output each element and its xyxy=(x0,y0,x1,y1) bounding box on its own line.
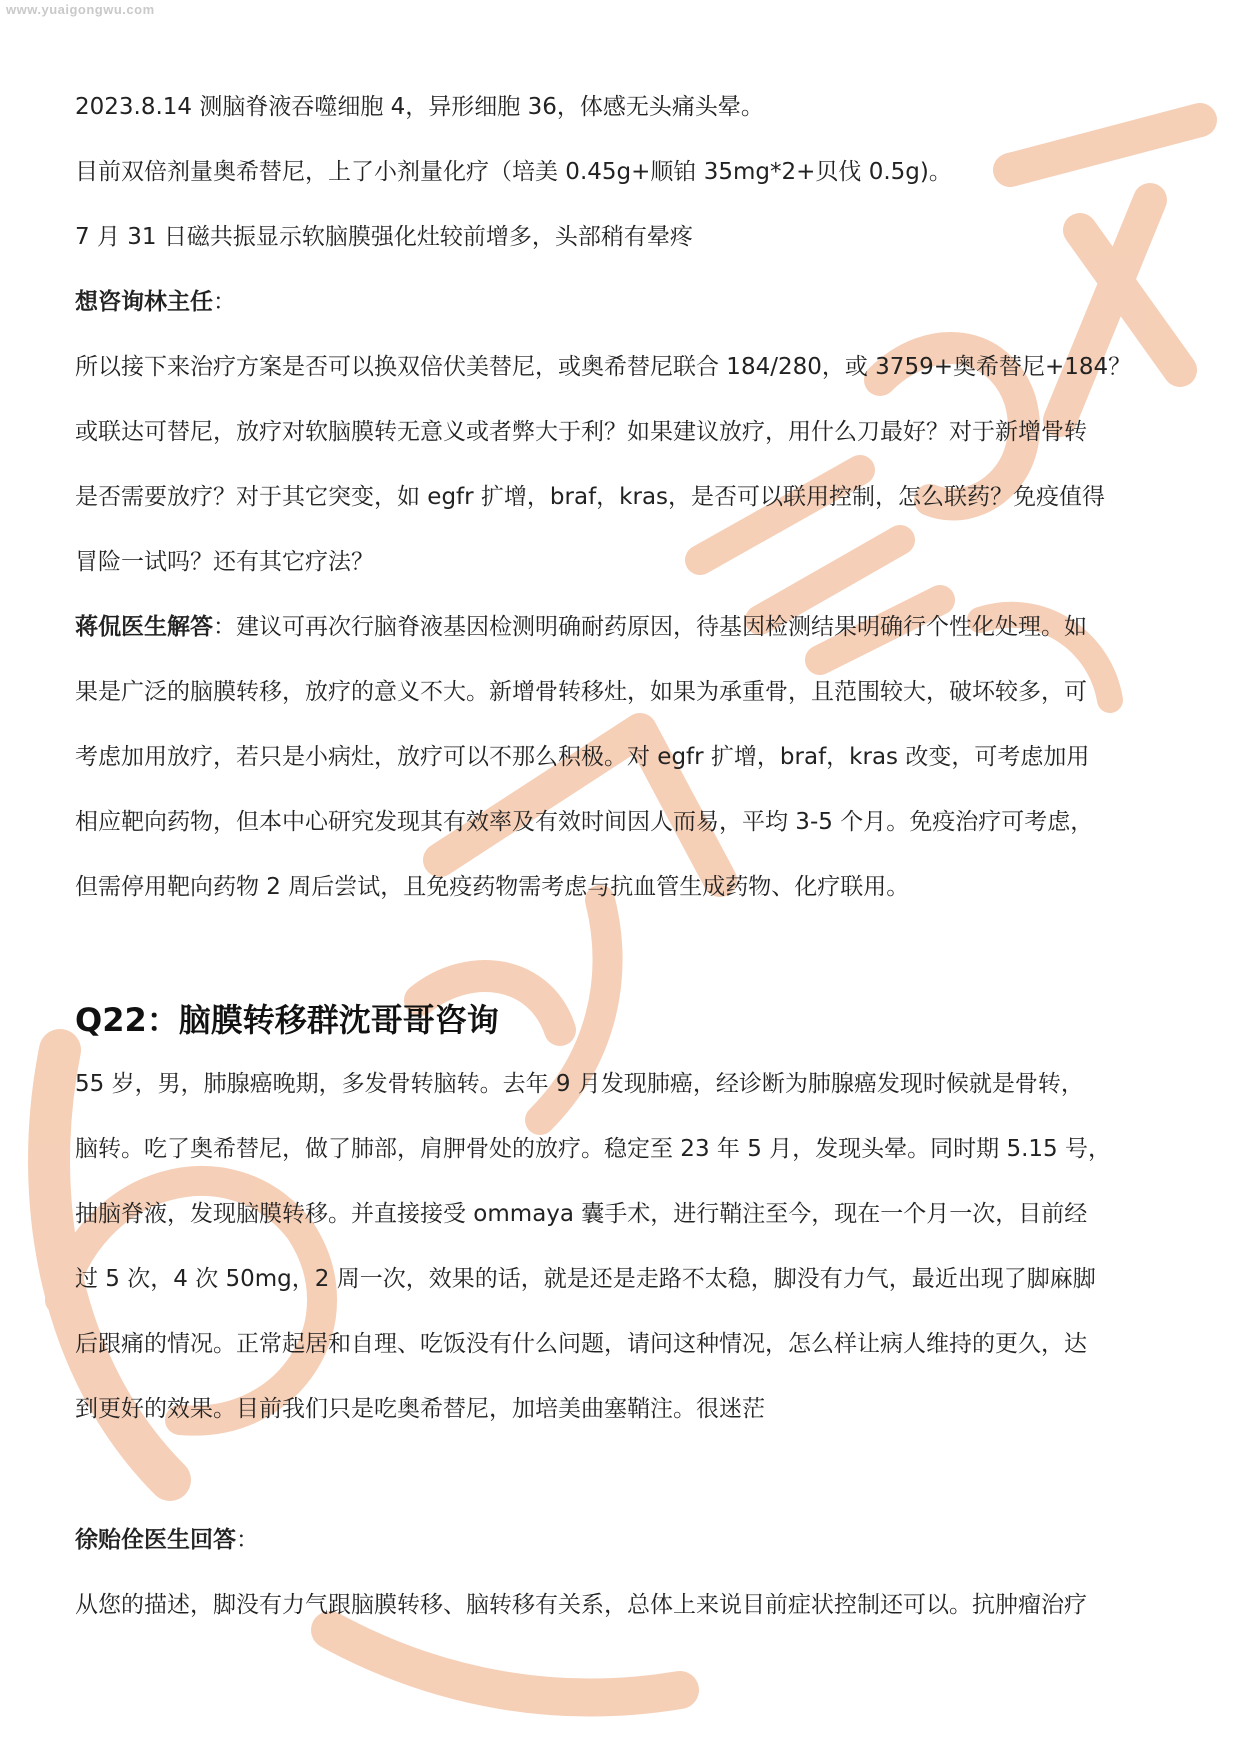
section-heading-q22: Q22：脑膜转移群沈哥哥咨询 xyxy=(75,1001,499,1039)
answer-line: 从您的描述，脚没有力气跟脑膜转移、脑转移有关系，总体上来说目前症状控制还可以。抗肿瘤治疗 xyxy=(75,1592,1087,1618)
body-line: 过 5 次，4 次 50mg，2 周一次，效果的话，就是还是走路不太稳，脚没有力气，最近出现了脚麻脚 xyxy=(75,1266,1096,1292)
answer-line: 相应靶向药物，但本中心研究发现其有效率及有效时间因人而易，平均 3-5 个月。免疫治疗可考虑， xyxy=(75,809,1094,835)
question-line: 冒险一试吗？还有其它疗法？ xyxy=(75,549,374,575)
answer-label-colon: ： xyxy=(236,1527,259,1553)
body-line: 55 岁，男，肺腺癌晚期，多发骨转脑转。去年 9 月发现肺癌，经诊断为肺腺癌发现时候就是骨转， xyxy=(75,1071,1084,1097)
paragraph-patient-description xyxy=(75,1052,1175,1442)
answer-author-label: 徐贻佺医生回答 xyxy=(75,1527,236,1553)
answer-first-text: ：建议可再次行脑脊液基因检测明确耐药原因，待基因检测结果明确行个性化处理。如 xyxy=(213,614,1087,640)
body-line: 到更好的效果。目前我们只是吃奥希替尼，加培美曲塞鞘注。很迷茫 xyxy=(75,1396,765,1422)
text-line xyxy=(75,1508,1175,1573)
body-line: 抽脑脊液，发现脑膜转移。并直接接受 ommaya 囊手术，进行鞘注至今，现在一个月一次，目前经 xyxy=(75,1201,1088,1227)
answer-author-label: 蒋侃医生解答 xyxy=(75,614,213,640)
answer-line: 考虑加用放疗，若只是小病灶，放疗可以不那么积极。对 egfr 扩增，braf，kras 改变，可考虑加用 xyxy=(75,744,1090,770)
paragraph-answer-2 xyxy=(75,1573,1175,1638)
answer-line: 果是广泛的脑膜转移，放疗的意义不大。新增骨转移灶，如果为承重骨，且范围较大，破坏较多，可 xyxy=(75,679,1087,705)
paragraph-csf-test xyxy=(75,75,1175,140)
body-line: 脑转。吃了奥希替尼，做了肺部，肩胛骨处的放疗。稳定至 23 年 5 月，发现头晕。同时期 5.15 号， xyxy=(75,1136,1111,1162)
answer-line: 但需停用靶向药物 2 周后尝试，且免疫药物需考虑与抗血管生成药物、化疗联用。 xyxy=(75,874,910,900)
paragraph-questions xyxy=(75,335,1175,595)
text-line: 2023.8.14 测脑脊液吞噬细胞 4，异形细胞 36，体感无头痛头晕。 xyxy=(75,94,764,120)
ask-label: 想咨询林主任 xyxy=(75,289,213,315)
question-line: 或联达可替尼，放疗对软脑膜转无意义或者弊大于利？如果建议放疗，用什么刀最好？对于新增骨转 xyxy=(75,419,1087,445)
text-line xyxy=(75,270,1175,335)
site-watermark-url: www.yuaigongwu.com xyxy=(6,2,155,17)
paragraph-answer-label-2 xyxy=(75,1508,1175,1573)
question-line: 所以接下来治疗方案是否可以换双倍伏美替尼，或奥希替尼联合 184/280，或 3759+奥希替尼+184？ xyxy=(75,354,1132,380)
paragraph-current-treatment xyxy=(75,140,1175,205)
paragraph-ask-label xyxy=(75,270,1175,335)
ask-label-colon: ： xyxy=(213,289,236,315)
paragraph-doctor-answer xyxy=(75,595,1175,920)
question-line: 是否需要放疗？对于其它突变，如 egfr 扩增，braf，kras，是否可以联用控制，怎么联药？免疫值得 xyxy=(75,484,1106,510)
paragraph-mri-result xyxy=(75,205,1175,270)
watermark-arc-lower xyxy=(330,1630,680,1698)
answer-line xyxy=(75,595,1175,660)
body-line: 后跟痛的情况。正常起居和自理、吃饭没有什么问题，请问这种情况，怎么样让病人维持的更久，达 xyxy=(75,1331,1087,1357)
text-line: 7 月 31 日磁共振显示软脑膜强化灶较前增多，头部稍有晕疼 xyxy=(75,224,693,250)
text-line: 目前双倍剂量奥希替尼，上了小剂量化疗（培美 0.45g+顺铂 35mg*2+贝伐 0.5g)。 xyxy=(75,159,952,185)
